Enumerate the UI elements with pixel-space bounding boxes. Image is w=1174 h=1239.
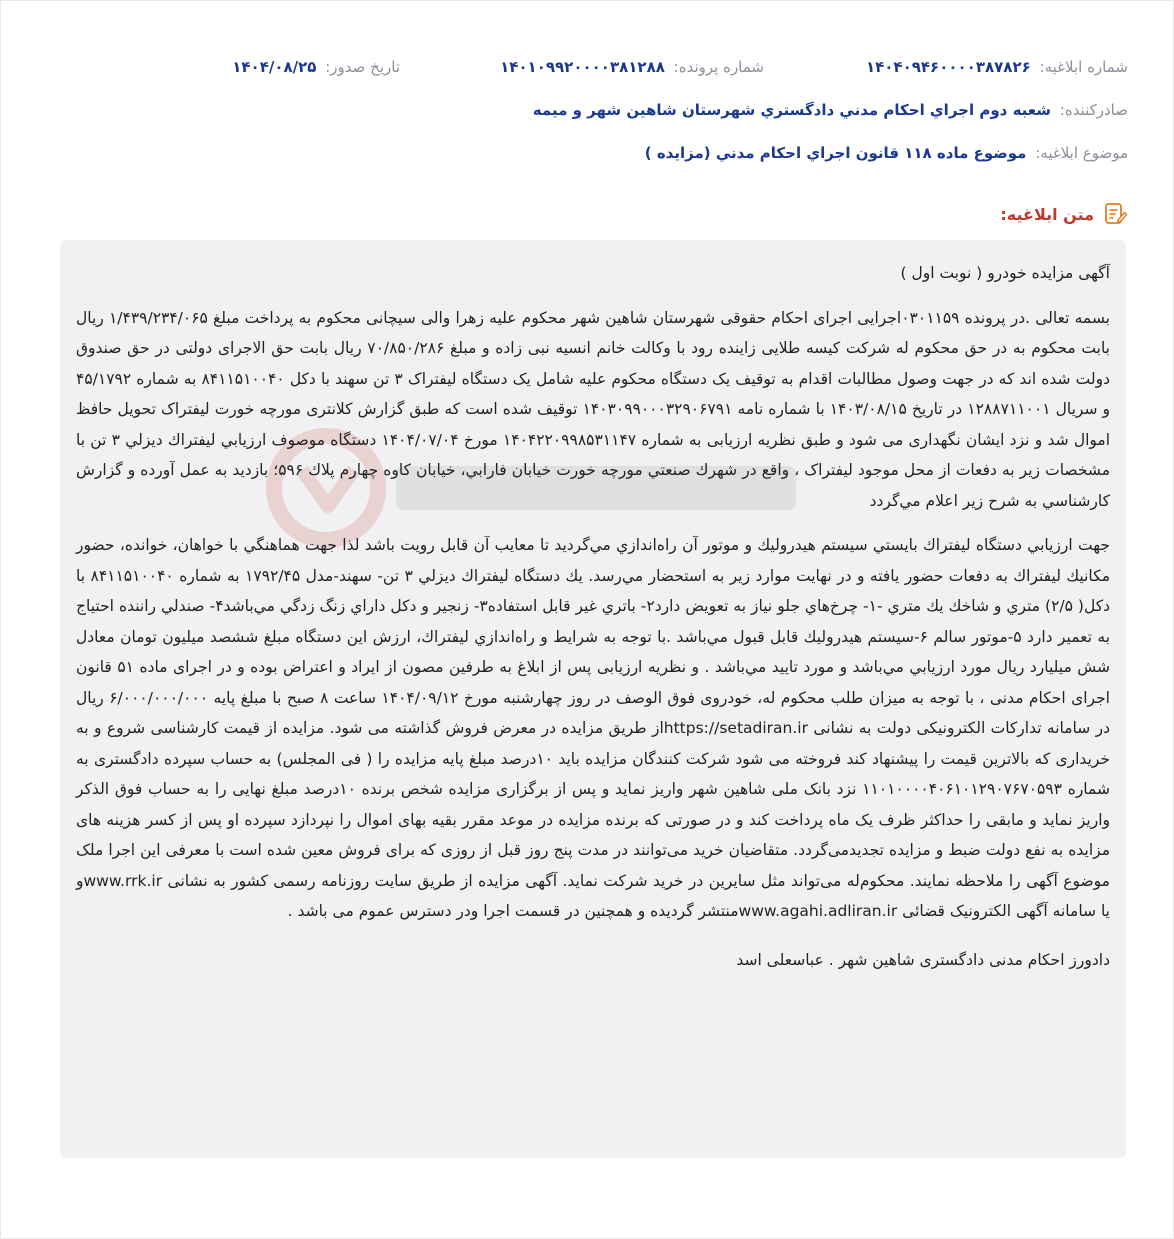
notice-title: آگهی مزایده خودرو ( نوبت اول ) xyxy=(900,264,1110,282)
document-edit-icon xyxy=(1102,201,1128,227)
notice-number-label: شماره ابلاغیه: xyxy=(1039,58,1128,76)
notice-body xyxy=(60,240,1126,1158)
notice-signature: دادورز احکام مدنی دادگستری شاهین شهر . عباسعلی اسد xyxy=(736,950,1110,969)
issuer-row xyxy=(48,101,1128,119)
meta-row xyxy=(48,58,1128,82)
issuer-value: شعبه دوم اجراي احكام مدني دادگستري شهرستان شاهين شهر و ميمه xyxy=(532,101,1051,119)
issue-date xyxy=(232,58,400,76)
issuer-label: صادرکننده: xyxy=(1059,101,1128,119)
notice-paragraph-1: بسمه تعالی .در پرونده ۰۳۰۱۱۵۹اجرایی اجرای احکام حقوقی شهرستان شاهین شهر محکوم علیه زهرا والی سیچانی محکوم به پرداخت مبلغ ۱/۴۳۹/۲۳۴/۰۶۵ ریال بابت محکوم به در حق محکوم له شرکت کیسه طلایی زاینده رود با وکالت خانم انسیه نبی زاده و مبلغ ۷۰/۸۵۰/۲۸۶ ریال بابت حق الاجرای دولتی در حق صندوق دولت شده اند که در جهت وصول مطالبات اقدام به توقیف یک دستگاه محکوم علیه شامل یک دستگاه لیفتراک ۳ تن سهند با دکل ۸۴۱۱۵۱۰۰۴۰ به شماره ۴۵/۱۷۹۲ و سریال ۱۲۸۸۷۱۱۰۰۱ در تاریخ ۱۴۰۳/۰۸/۱۵ با شماره نامه ۱۴۰۳۰۹۹۰۰۰۳۲۹۰۶۷۹۱ توقیف شده است که طبق گزارش کلانتری مورچه خورت لیفتراک تحویل حافظ اموال شد و نزد ایشان نگهداری می شود و طبق نظریه ارزیابی به شماره ۱۴۰۴۲۲۰۹۹۸۵۳۱۱۴۷ مورخ ۱۴۰۴/۰۷/۰۴ دستگاه موصوف ارزيابي ليفتراك ديزلي ۳ تن با مشخصات زیر به دفعات از محل موجود لیفتراک ، واقع در شهرك صنعتي مورچه خورت خيابان فارابي، خيابان كاوه چهارم پلاك ۵۹۶؛ بازديد به عمل آورده و گزارش كارشناسي به شرح زير اعلام مي‌گردد xyxy=(76,308,1111,510)
case-number xyxy=(500,58,764,76)
notice-number xyxy=(866,58,1128,76)
issue-date-value: ۱۴۰۴/۰۸/۲۵ xyxy=(232,58,317,76)
body-heading-label: متن ابلاغیه: xyxy=(1000,204,1094,224)
issue-date-label: تاریخ صدور: xyxy=(325,58,400,76)
notice-number-value: ۱۴۰۴۰۹۴۶۰۰۰۰۳۸۷۸۲۶ xyxy=(865,58,1031,76)
subject-value: موضوع ماده ۱۱۸ قانون اجراي احكام مدني (مزايده ) xyxy=(644,144,1027,162)
subject-row xyxy=(48,144,1128,162)
case-number-label: شماره پرونده: xyxy=(673,58,764,76)
subject-label: موضوع ابلاغیه: xyxy=(1035,144,1128,162)
case-number-value: ۱۴۰۱۰۹۹۲۰۰۰۰۳۸۱۲۸۸ xyxy=(500,58,665,76)
notice-paragraph-2: جهت ارزيابي دستگاه ليفتراك بايستي سيستم هيدروليك و موتور آن راه‌اندازي مي‌گرديد تا معايب آن قابل رويت باشد لذا جهت هماهنگي با خواهان، خوانده، حضور مكانيك ليفتراك به دفعات حضور يافته و در نهايت موارد زير به استحضار مي‌رسد. يك دستگاه ليفتراك ديزلي ۳ تن- سهند-مدل ۱۷۹۲/۴۵ به شماره ۸۴۱۱۵۱۰۰۴۰ با دكل( ۲/۵) متري و شاخك يك متري -۱- چرخ‌هاي جلو نياز به تعويض دارد۲- باتري غير قابل استفاده۳- زنجير و دكل داراي زنگ زدگي مي‌باشد۴- صندلي راننده احتياج به تعمير دارد ۵-موتور سالم ۶-سيستم هيدروليك قابل قبول مي‌باشد .با توجه به شرايط و راه‌اندازي ليفتراك، ارزش اين دستگاه مبلغ ششصد ميليون تومان معادل شش ميليارد ريال مورد ارزيابي مي‌باشد و مورد تاييد مي‌باشد . و نظریه ارزیابی پس از ابلاغ به طرفین مصون از ایراد و اعتراض بوده و در اجرای ماده ۵۱ قانون اجرای احکام مدنی ، با توجه به میزان طلب محکوم له، خودروی فوق الوصف در روز چهارشنبه مورخ ۱۴۰۴/۰۹/۱۲ ساعت ۸ صبح با مبلغ پایه ۶/۰۰۰/۰۰۰/۰۰۰ ریال در سامانه تدارکات الکترونیکی دولت به نشانی https://setadiran.irاز طریق مزایده در معرض فروش گذاشته می شود. مزایده از قیمت کارشناسی شروع و به خریداری که بالاترین قیمت را پیشنهاد کند فروخته می شود شرکت کنندگان مزایده باید ۱۰درصد مبلغ پایه مزایده را ( فی المجلس) به حساب سپرده دادگستری به شماره ۱۱۰۱۰۰۰۰۴۰۶۱۰۱۲۹۰۷۶۷۰۵۹۳ نزد بانک ملی شاهین شهر واریز نماید و پس از برگزاری مزایده شخص برنده ۱۰درصد مبلغ نهایی را به حساب فوق الذکر واریز نماید و مابقی را حداکثر ظرف یک ماه پرداخت کند و در صورتی که برنده مزایده در موعد مقرر بقیه بهای اموال را نپردازد سپرده او پس از کسر هزینه های مزایده به نفع دولت ضبط و مزایده تجدیدمی‌گردد. متقاضیان خرید می‌توانند در مدت پنج روز قبل از روزی که برای فروش معین شده است با معرفی این اجرا ملک موضوع آگهی را ملاحظه نمایند. محکوم‌له می‌تواند مثل سایرین در خرید شرکت نماید. آگهی مزایده از طریق سایت روزنامه رسمی کشور به نشانی www.rrk.irو یا سامانه آگهی الکترونیک قضائی www.agahi.adliran.irمنتشر گردیده و همچنین در قسمت اجرا ودر دسترس عموم می باشد . xyxy=(76,536,1111,920)
body-heading xyxy=(1000,200,1128,228)
